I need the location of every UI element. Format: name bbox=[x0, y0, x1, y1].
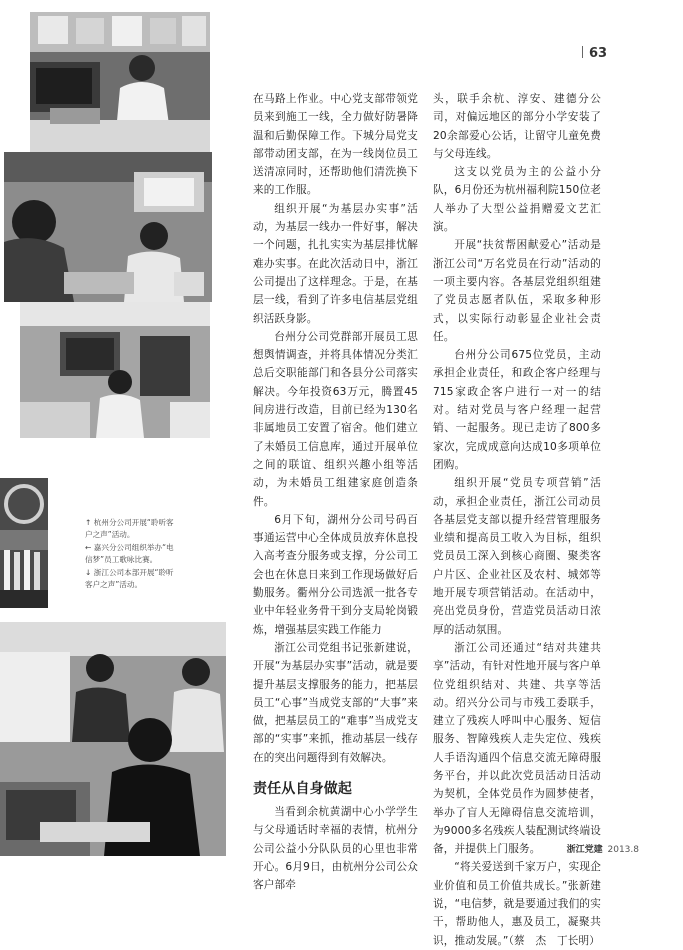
left-paragraph-5: 浙江公司党组书记张新建说，开展“为基层办实事”活动，就是要提升基层支撑服务的能力，把基层员工“心事”当成党支部的“大事”来做，把基层员工的“难事”当成党支部的“实事”来抓，推动基层一线存在的突出问题得到有效解决。 bbox=[253, 641, 418, 764]
section-heading: 责任从自身做起 bbox=[253, 780, 353, 797]
photo-office-top bbox=[30, 12, 210, 152]
caption-line-3: ↓ 浙江公司本部开展“聆听客户之声”活动。 bbox=[85, 568, 174, 589]
left-paragraph-4: 6月下旬，湖州分公司号码百事通运营中心全体成员放弃休息投入高考查分服务或支撑，分公司工会也在休息日来到工作现场做好后勤服务。衢州分公司选派一批各专业中年轻业务骨干到分支局轮岗锻炼，增强基层实践工作能力 bbox=[253, 513, 418, 636]
right-paragraph-2: 这支以党员为主的公益小分队，6月份还为杭州福利院150位老人举办了大型公益捐赠爱文艺汇演。 bbox=[433, 166, 601, 234]
magazine-name: 浙江党建 bbox=[566, 845, 603, 855]
right-paragraph-1: 头，联手余杭、淳安、建德分公司，对偏远地区的部分小学安装了20余部爱心公话，让留守儿童免费与父母连线。 bbox=[433, 93, 601, 160]
footer bbox=[567, 842, 639, 855]
photo-phone-worker bbox=[4, 152, 212, 302]
left-text-column bbox=[253, 90, 418, 894]
right-paragraph-3: 开展“扶贫帮困献爱心”活动是浙江公司“万名党员在行动”活动的一项主要内容。各基层党组织组建了党员志愿者队伍，采取多种形式，以实际行动彰显企业社会责任。 bbox=[433, 239, 601, 343]
left-paragraph-3: 台州分公司党群部开展员工思想舆情调查，并将具体情况分类汇总后交职能部门和各县分公司落实解决。今年投资63万元，腾置45间房进行改造，目前已经为130名非属地员工安置了宿舍。他们建立了未婚员工信息库，通过开展单位之间的联谊、组织兴趣小组等活动，为未婚员工组建家庭创造条件。 bbox=[253, 330, 418, 508]
right-paragraph-6: 浙江公司还通过“结对共建共享”活动，有针对性地开展与客户单位党组织结对、共建、共享等活动。绍兴分公司与市残工委联手，建立了残疾人呼叫中心服务、短信服务、智障残疾人走失定位、残疾人手语沟通四个信息交流无障碍服务平台，并以此次党员活动日活动为契机，全体党员作为圆梦使者，举办了盲人无障碍信息交流培训，为9000多名残疾人装配测试终端设备，并提供上门服务。 bbox=[433, 641, 601, 856]
left-paragraph-6: 当看到余杭黄湖中心小学学生与父母通话时幸福的表情，杭州分公司公益小分队队员的心里也非常开心。6月9日，由杭州分公司公众客户部牵 bbox=[253, 805, 418, 892]
photo-caption bbox=[85, 517, 177, 592]
left-paragraph-2: 组织开展“为基层办实事”活动，为基层一线办一件好事，解决一个问题，扎扎实实为基层排忧解难办实事。在此次活动日中，浙江公司提出了这样理念。于是，在基层一线，看到了许多电信基层党组织活跃身影。 bbox=[253, 202, 418, 325]
photo-office-desk bbox=[20, 302, 210, 438]
right-paragraph-5: 组织开展“党员专项营销”活动，承担企业责任，浙江公司动员各基层党支部以提升经营管理服务业绩和提高员工收入为目标，组织党员员工深入到核心商圈、聚类客户片区、企业社区及农村、城郊等地开展专项营销活动。在活动中，亮出党员身份，营造党员活动日浓厚的活动氛围。 bbox=[433, 477, 601, 636]
photo-call-center bbox=[0, 622, 226, 856]
photo-singing-contest bbox=[0, 478, 48, 608]
right-text-column bbox=[433, 90, 601, 950]
caption-line-1: ↑ 杭州分公司开展“聆听客户之声”活动。 bbox=[85, 518, 174, 539]
right-paragraph-7: “将关爱送到千家万户，实现企业价值和员工价值共成长。”张新建说，“电信梦，就是要通过我们的实干，帮助他人，惠及员工，凝聚共识，推动发展。”（蔡 杰 丁长明） bbox=[433, 861, 601, 947]
caption-line-2: ← 嘉兴分公司组织举办“电信梦”员工歌咏比赛。 bbox=[85, 543, 174, 564]
issue-number: 2013.8 bbox=[607, 845, 639, 855]
right-paragraph-4: 台州分公司675位党员，主动承担企业责任，和政企客户经理与715家政企客户进行一对一的结对。结对党员与客户经理一起营销、一起服务。现已走访了800多家次，完成成意向达成10多项单位团购。 bbox=[433, 349, 601, 471]
left-paragraph-1: 在马路上作业。中心党支部带领党员来到施工一线，全力做好防暑降温和后勤保障工作。下城分局党支部带动团支部，在为一线岗位员工送清凉同时，还帮助他们清洗换下来的工作服。 bbox=[253, 93, 418, 197]
page-number: 63 bbox=[582, 46, 607, 61]
